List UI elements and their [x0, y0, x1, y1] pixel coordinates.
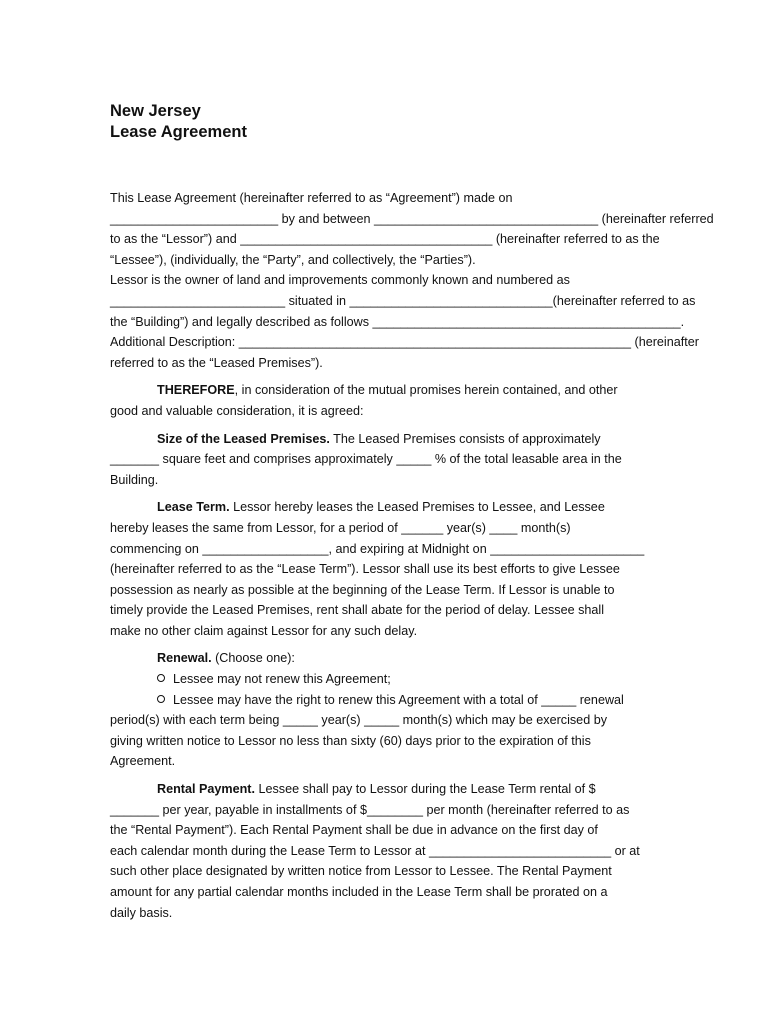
renewal-section — [110, 648, 658, 772]
text-line: daily basis. — [110, 905, 173, 920]
text-line: Building. — [110, 472, 159, 487]
text-line: period(s) with each term being _____ year(s) _____ month(s) which may be exercised by — [110, 713, 607, 728]
text-fragment: Lessor hereby leases the Leased Premises to Lessee, and Lessee — [229, 500, 605, 515]
lease-term-heading: Lease Term. — [157, 500, 230, 515]
title-name: Lease Agreement — [110, 123, 247, 141]
text-line: _______ square feet and comprises approximately _____ % of the total leasable area in the — [110, 452, 622, 467]
text-line: This Lease Agreement (hereinafter referred to as “Agreement”) made on — [110, 191, 513, 205]
text-line: Additional Description: ________________________________________________________ (hereinafter — [110, 335, 699, 350]
text-fragment: Lessee shall pay to Lessor during the Lease Term rental of $ — [254, 782, 596, 797]
text-line — [110, 429, 658, 450]
text-line: giving written notice to Lessor no less than sixty (60) days prior to the expiration of this — [110, 733, 591, 748]
text-line: referred to as the “Leased Premises”). — [110, 355, 323, 370]
rental-payment-heading: Rental Payment. — [157, 782, 255, 797]
text-line — [110, 648, 658, 669]
size-heading: Size of the Leased Premises. — [157, 431, 330, 446]
title-state: New Jersey — [110, 102, 201, 120]
text-line: such other place designated by written notice from Lessor to Lessee. The Rental Payment — [110, 864, 612, 879]
renewal-option-no-renew[interactable] — [110, 669, 658, 690]
text-line: the “Building”) and legally described as follows ____________________________________________. — [110, 314, 685, 329]
document-title — [110, 101, 247, 143]
renewal-option-may-renew[interactable] — [110, 690, 658, 711]
text-fragment: The Leased Premises consists of approximately — [329, 431, 601, 446]
therefore-paragraph — [110, 380, 658, 421]
text-line — [110, 779, 658, 800]
radio-button-icon[interactable] — [157, 674, 165, 682]
renewal-heading: Renewal. — [157, 651, 212, 666]
intro-paragraph — [110, 188, 714, 373]
text-line: “Lessee”), (individually, the “Party”, and collectively, the “Parties”). — [110, 252, 476, 267]
rental-payment-section — [110, 779, 658, 923]
text-fragment: (Choose one): — [211, 651, 295, 666]
text-line: good and valuable consideration, it is agreed: — [110, 403, 364, 418]
text-line — [110, 497, 658, 518]
text-line: to as the “Lessor”) and ____________________________________ (hereinafter referred to as the — [110, 232, 660, 247]
text-line: Agreement. — [110, 754, 176, 769]
lease-term-section — [110, 497, 658, 641]
option-label: Lessee may not renew this Agreement; — [173, 672, 391, 687]
text-line: _________________________ situated in _____________________________(hereinafter referred to as — [110, 293, 696, 308]
therefore-heading: THEREFORE — [157, 383, 235, 398]
text-line — [110, 380, 658, 401]
document-body — [110, 188, 714, 930]
text-line: possession as nearly as possible at the beginning of the Lease Term. If Lessor is unable to — [110, 582, 615, 597]
size-section — [110, 429, 658, 491]
text-line: Lessor is the owner of land and improvements commonly known and numbered as — [110, 273, 570, 288]
text-line: (hereinafter referred to as the “Lease Term”). Lessor shall use its best efforts to give Lessee — [110, 562, 620, 577]
text-line: amount for any partial calendar months included in the Lease Term shall be prorated on a — [110, 885, 608, 899]
text-line: hereby leases the same from Lessor, for a period of ______ year(s) ____ month(s) — [110, 520, 571, 535]
text-line: each calendar month during the Lease Term to Lessor at __________________________ or at — [110, 843, 640, 858]
option-label: Lessee may have the right to renew this Agreement with a total of _____ renewal — [173, 692, 624, 707]
text-line: ________________________ by and between ________________________________ (hereinafter referred — [110, 211, 714, 226]
radio-button-icon[interactable] — [157, 695, 165, 703]
text-line: make no other claim against Lessor for any such delay. — [110, 623, 418, 638]
text-fragment: , in consideration of the mutual promises herein contained, and other — [234, 383, 618, 398]
text-line: the “Rental Payment”). Each Rental Payment shall be due in advance on the first day of — [110, 823, 598, 838]
text-line: _______ per year, payable in installments of $________ per month (hereinafter referred to as — [110, 802, 630, 817]
text-line: commencing on __________________, and expiring at Midnight on ______________________ — [110, 541, 645, 556]
text-line: timely provide the Leased Premises, rent shall abate for the period of delay. Lessee shall — [110, 603, 604, 618]
